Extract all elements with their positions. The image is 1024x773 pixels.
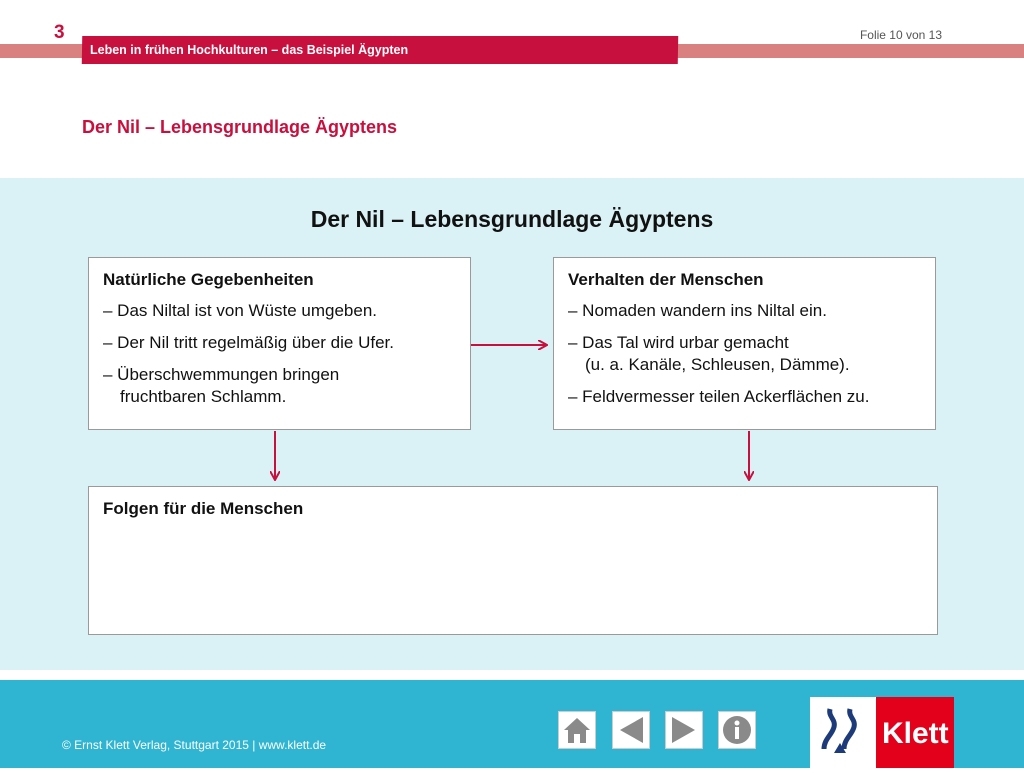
info-button[interactable] — [718, 711, 756, 749]
triangle-right-icon — [666, 712, 702, 748]
list-item: – Feldvermesser teilen Ackerflächen zu. — [568, 387, 870, 407]
list-item-line: – Das Tal wird urbar gemacht — [568, 333, 789, 353]
list-item: – Der Nil tritt regelmäßig über die Ufer. — [103, 333, 394, 353]
header-topic: Leben in frühen Hochkulturen – das Beispiel Ägypten — [90, 43, 409, 57]
box-title: Folgen für die Menschen — [103, 499, 304, 518]
klett-logo-text: Klett — [882, 717, 949, 750]
chapter-number: 3 — [54, 22, 65, 43]
list-item-line: (u. a. Kanäle, Schleusen, Dämme). — [585, 355, 850, 375]
previous-slide-button[interactable] — [612, 711, 650, 749]
box-title: Verhalten der Menschen — [568, 270, 764, 289]
list-item: – Das Niltal ist von Wüste umgeben. — [103, 301, 378, 320]
box-human-behavior — [553, 257, 936, 430]
box-title: Natürliche Gegebenheiten — [103, 270, 314, 289]
list-item-line: fruchtbaren Schlamm. — [120, 387, 287, 407]
home-button[interactable] — [558, 711, 596, 749]
list-item — [568, 332, 921, 376]
klett-emblem-icon — [810, 697, 876, 768]
klett-logo[interactable] — [810, 697, 954, 768]
list-item: – Nomaden wandern ins Niltal ein. — [568, 301, 827, 320]
slide-counter: Folie 10 von 13 — [859, 28, 942, 42]
copyright: © Ernst Klett Verlag, Stuttgart 2015 | www.klett.de — [62, 738, 327, 752]
list-item-line: – Überschwemmungen bringen — [103, 365, 340, 385]
home-icon — [559, 712, 595, 748]
box-natural-conditions — [88, 257, 471, 430]
next-slide-button[interactable] — [665, 711, 703, 749]
page-title: Der Nil – Lebensgrundlage Ägyptens — [82, 117, 398, 137]
main-title: Der Nil – Lebensgrundlage Ägyptens — [310, 206, 714, 232]
info-icon — [719, 712, 755, 748]
list-item — [103, 364, 456, 408]
triangle-left-icon — [613, 712, 649, 748]
box-consequences[interactable] — [88, 486, 938, 635]
